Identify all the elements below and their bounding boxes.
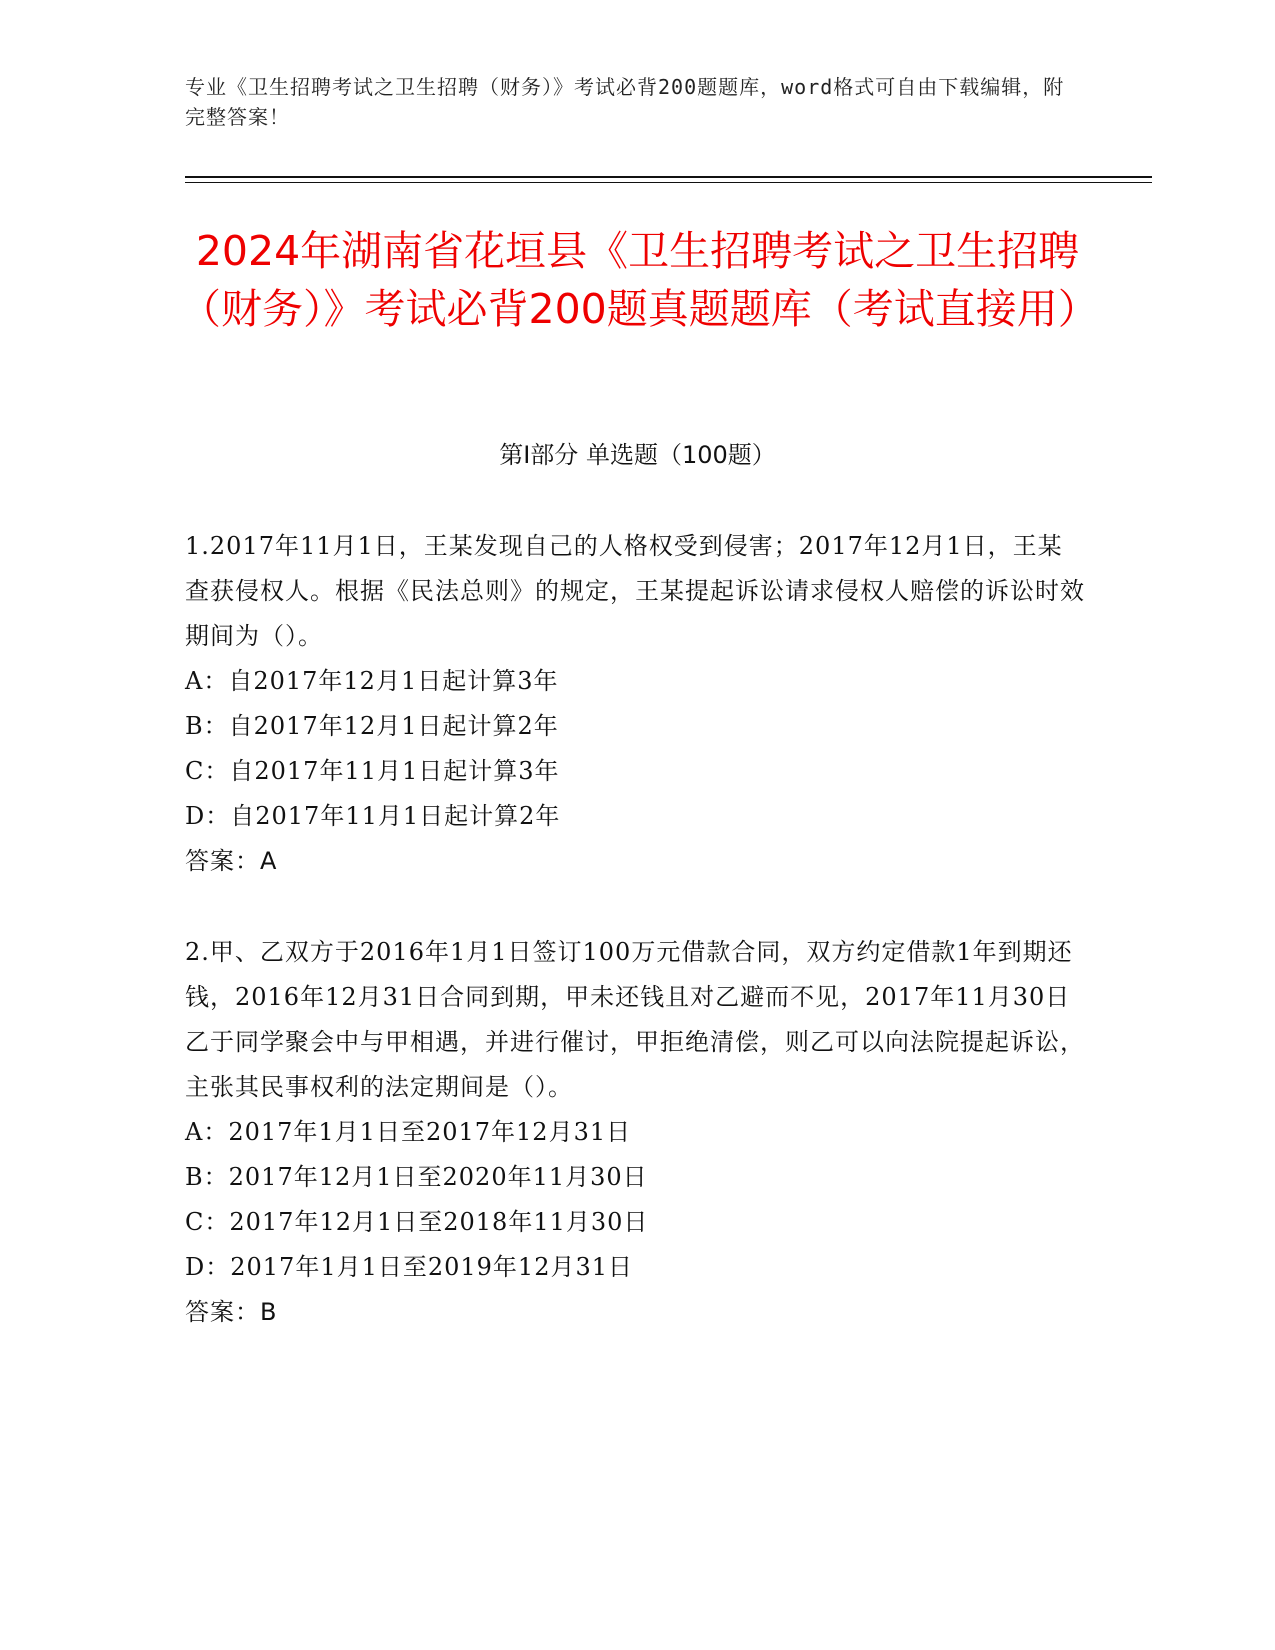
option-d: D：自2017年11月1日起计算2年	[185, 802, 561, 830]
header-divider-thick	[185, 176, 1152, 178]
option-a: A：自2017年12月1日起计算3年	[185, 667, 559, 695]
question-1	[185, 524, 1085, 884]
answer: 答案：B	[185, 1298, 278, 1326]
header-note: 专业《卫生招聘考试之卫生招聘（财务）》考试必背200题题库，word格式可自由下载编辑，附完整答案！	[185, 75, 1065, 129]
section-heading: 第I部分 单选题（100题）	[499, 441, 776, 469]
option-a: A：2017年1月1日至2017年12月31日	[185, 1118, 632, 1146]
question-stem: 2.甲、乙双方于2016年1月1日签订100万元借款合同，双方约定借款1年到期还钱，2016年12月31日合同到期，甲未还钱且对乙避而不见，2017年11月30日乙于同学聚会中与甲相遇，并进行催讨，甲拒绝清偿，则乙可以向法院提起诉讼，主张其民事权利的法定期间是（）。	[185, 938, 1085, 1101]
option-c: C：自2017年11月1日起计算3年	[185, 757, 560, 785]
option-d: D：2017年1月1日至2019年12月31日	[185, 1253, 634, 1281]
option-c: C：2017年12月1日至2018年11月30日	[185, 1208, 649, 1236]
option-b: B：2017年12月1日至2020年11月30日	[185, 1163, 648, 1191]
option-b: B：自2017年12月1日起计算2年	[185, 712, 559, 740]
header-divider-thin	[185, 182, 1152, 183]
answer: 答案：A	[185, 847, 278, 875]
question-stem: 1.2017年11月1日，王某发现自己的人格权受到侵害；2017年12月1日，王某查获侵权人。根据《民法总则》的规定，王某提起诉讼请求侵权人赔偿的诉讼时效期间为（）。	[185, 532, 1085, 650]
document-title: 2024年湖南省花垣县《卫生招聘考试之卫生招聘（财务）》考试必背200题真题题库（考试直接用）	[180, 227, 1099, 333]
question-2	[185, 930, 1085, 1335]
